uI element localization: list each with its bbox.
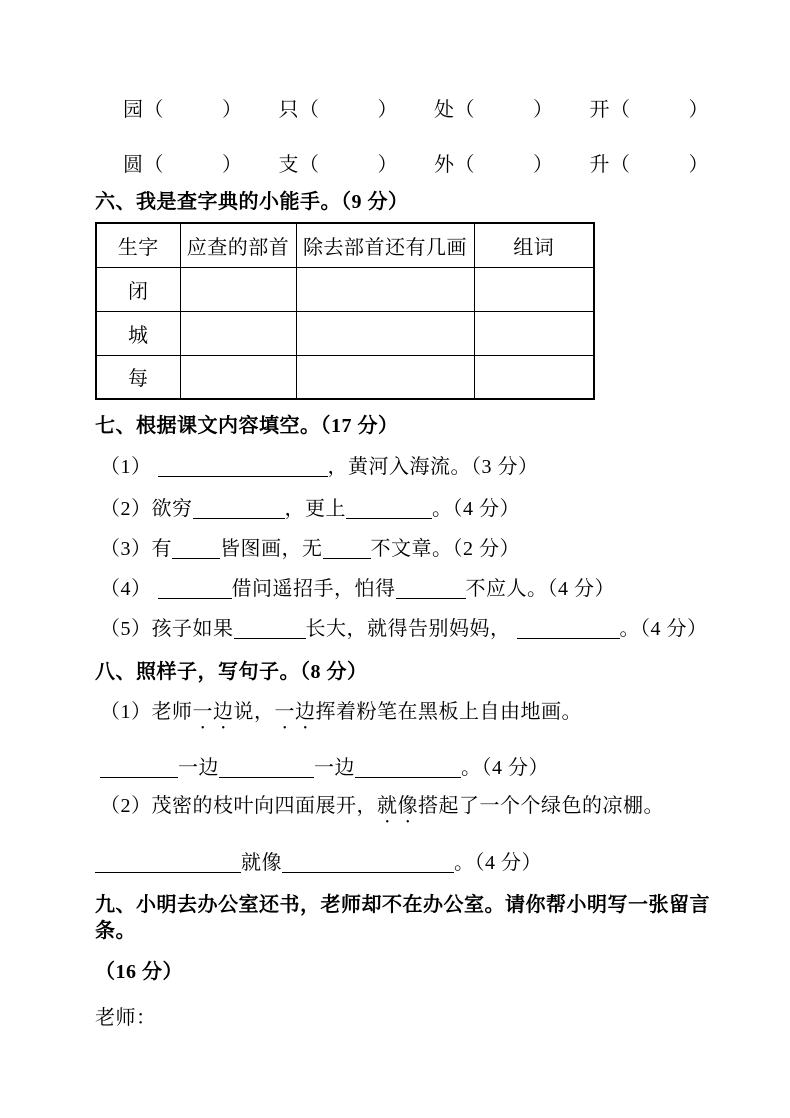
section7-item5 — [100, 617, 730, 641]
section7-heading: 七、根据课文内容填空。（17 分） — [95, 415, 399, 437]
answer-blank — [193, 499, 285, 519]
section8-item1-example — [100, 700, 730, 734]
fill-item — [590, 148, 710, 177]
answer-blank — [158, 457, 328, 477]
item-text: 孩子如果 — [151, 618, 234, 640]
column-header: 组词 — [474, 223, 594, 267]
item-number: （2） — [100, 498, 152, 520]
answer-blank — [355, 758, 461, 778]
fill-char: 支 — [278, 154, 299, 176]
column-header: 生字 — [96, 223, 180, 267]
table-cell-empty — [180, 267, 296, 311]
item-text: 。（4 分） — [461, 757, 549, 779]
item-number: （2） — [100, 795, 152, 817]
table-cell-empty — [474, 267, 594, 311]
paren-close: ） — [688, 154, 709, 176]
answer-blank — [323, 539, 371, 559]
fill-item — [123, 93, 243, 122]
item-text: 一边 — [314, 757, 355, 779]
item-text: 皆图画，无 — [220, 538, 323, 560]
answer-blank — [100, 758, 178, 778]
paren-close: ） — [222, 154, 243, 176]
paren-open: （ — [299, 154, 320, 176]
item-text: ，更上 — [284, 498, 346, 520]
fill-item — [434, 148, 554, 177]
table-row — [96, 311, 594, 355]
character-fill-row-2 — [123, 148, 730, 177]
emphasized-word: 一边 — [192, 701, 234, 723]
item-text: 长大，就得告别妈妈， — [305, 618, 511, 640]
answer-blank — [396, 579, 466, 599]
paren-close: ） — [533, 154, 554, 176]
character-fill-row-1 — [123, 93, 730, 122]
item-text: 搭起了一个个绿色的凉棚。 — [418, 795, 664, 817]
paren-open: （ — [454, 99, 475, 121]
item-number: （1） — [100, 701, 152, 723]
section8-item1-answer-line — [100, 755, 730, 781]
item-text: 不文章。（2 分） — [370, 538, 520, 560]
section8-heading: 八、照样子，写句子。（8 分） — [95, 661, 368, 683]
paren-open: （ — [143, 99, 164, 121]
section7-item3 — [100, 537, 730, 561]
section9-heading-line1: 九、小明去办公室还书，老师却不在办公室。请你帮小明写一张留言条。 — [95, 894, 710, 942]
section7-item4 — [100, 577, 730, 601]
item-text: 挥着粉笔在黑板上自由地画。 — [315, 701, 582, 723]
item-text: 欲穷 — [151, 498, 193, 520]
item-text: 茂密的枝叶向四面展开， — [151, 795, 377, 817]
fill-char: 园 — [123, 99, 144, 121]
item-text: ，黄河入海流。（3 分） — [327, 456, 539, 478]
item-number: （1） — [100, 456, 152, 478]
fill-item — [279, 93, 399, 122]
paren-open: （ — [299, 99, 320, 121]
section6-heading: 六、我是查字典的小能手。（9 分） — [95, 191, 409, 213]
section7-item2 — [100, 497, 730, 521]
table-cell-empty — [180, 355, 296, 399]
item-number: （3） — [100, 538, 152, 560]
item-text: 。（4 分） — [619, 618, 708, 640]
item-text: 一边 — [178, 757, 219, 779]
paren-close: ） — [377, 99, 398, 121]
item-number: （5） — [100, 618, 152, 640]
fill-item — [434, 93, 554, 122]
fill-char: 开 — [589, 99, 610, 121]
item-text: 就像 — [241, 852, 282, 874]
paren-open: （ — [610, 154, 631, 176]
item-text: 老师 — [151, 701, 193, 723]
table-cell-empty — [180, 311, 296, 355]
answer-blank — [95, 853, 241, 873]
section7-item1 — [100, 455, 730, 479]
section8-item2-answer-line — [95, 850, 730, 876]
fill-item — [123, 148, 243, 177]
paren-open: （ — [610, 99, 631, 121]
table-cell-empty — [296, 355, 474, 399]
fill-char: 升 — [589, 154, 610, 176]
item-text: 有 — [151, 538, 172, 560]
answer-blank — [219, 758, 314, 778]
answer-blank — [282, 853, 454, 873]
paren-open: （ — [454, 154, 475, 176]
table-header-row — [96, 223, 594, 267]
fill-item — [590, 93, 710, 122]
dictionary-lookup-table — [95, 222, 595, 400]
table-cell-empty — [296, 311, 474, 355]
item-text: 借问遥招手，怕得 — [231, 578, 396, 600]
emphasized-word: 就像 — [377, 795, 418, 817]
answer-blank — [158, 579, 232, 599]
section9-heading-line2: （16 分） — [95, 961, 183, 983]
paren-open: （ — [143, 154, 164, 176]
paren-close: ） — [533, 99, 554, 121]
answer-blank — [346, 499, 432, 519]
item-text: 。（4 分） — [454, 852, 542, 874]
answer-blank — [234, 619, 306, 639]
paren-close: ） — [688, 99, 709, 121]
fill-char: 处 — [434, 99, 455, 121]
table-cell-char: 闭 — [96, 267, 180, 311]
column-header: 除去部首还有几画 — [296, 223, 474, 267]
item-text: 。（4 分） — [432, 498, 520, 520]
answer-blank — [517, 619, 620, 639]
table-cell-char: 城 — [96, 311, 180, 355]
item-number: （4） — [100, 578, 152, 600]
fill-char: 只 — [278, 99, 299, 121]
fill-char: 外 — [434, 154, 455, 176]
section8-item2-example — [100, 794, 730, 828]
fill-item — [279, 148, 399, 177]
paren-close: ） — [222, 99, 243, 121]
paren-close: ） — [377, 154, 398, 176]
item-text: 不应人。（4 分） — [465, 578, 615, 600]
fill-char: 圆 — [123, 154, 144, 176]
table-cell-empty — [474, 355, 594, 399]
table-cell-char: 每 — [96, 355, 180, 399]
item-text: 说， — [233, 701, 275, 723]
emphasized-word: 一边 — [274, 701, 316, 723]
table-row — [96, 355, 594, 399]
table-row — [96, 267, 594, 311]
note-salutation: 老师： — [95, 1007, 157, 1029]
answer-blank — [172, 539, 220, 559]
table-cell-empty — [474, 311, 594, 355]
column-header: 应查的部首 — [180, 223, 296, 267]
table-cell-empty — [296, 267, 474, 311]
